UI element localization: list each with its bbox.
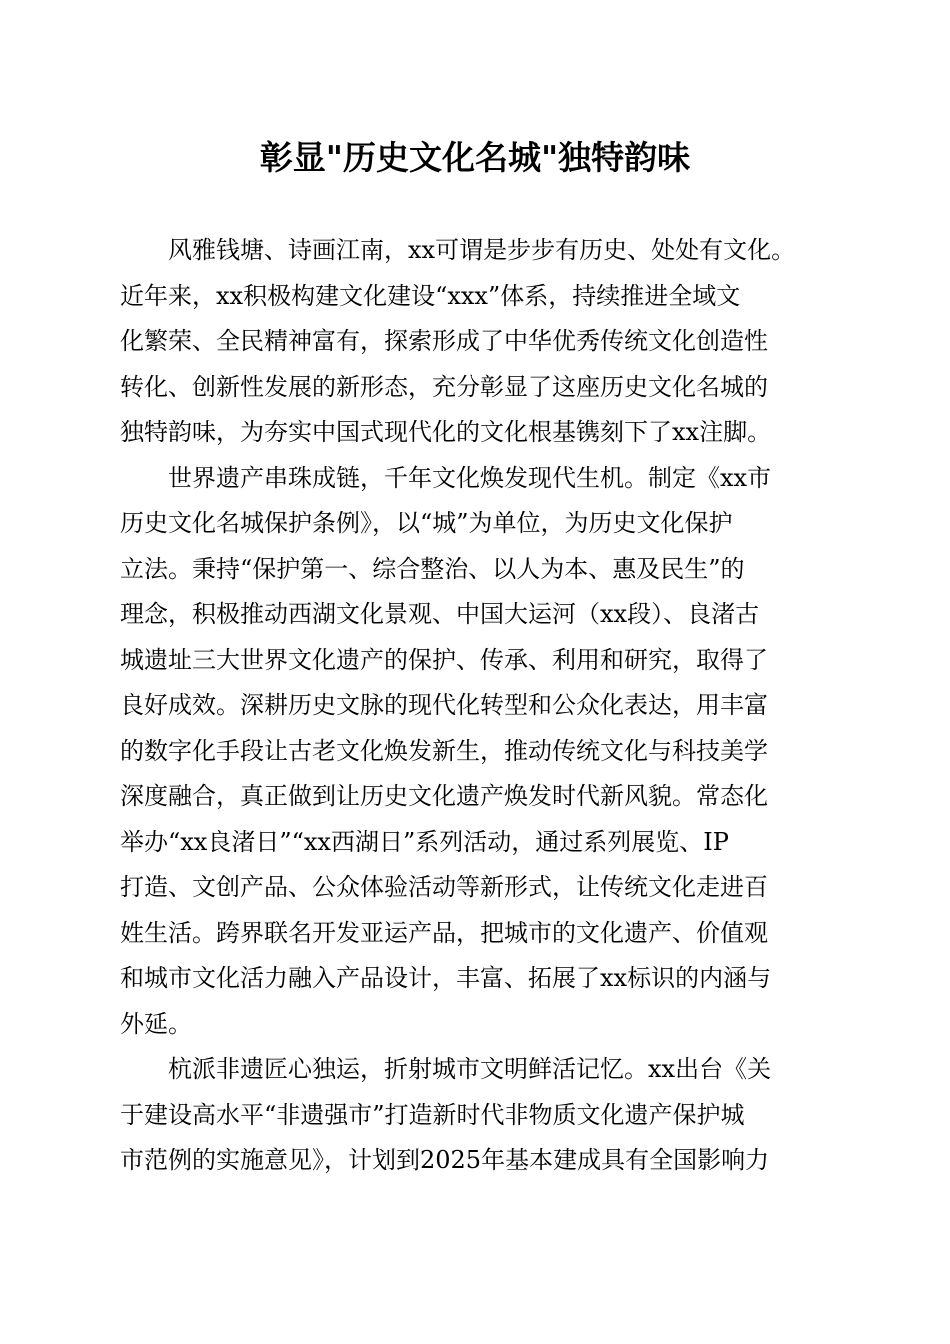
paragraph-line: 立法。秉持“保护第一、综合整治、以人为本、惠及民生”的 <box>120 554 745 583</box>
document-title: 彰显"历史文化名城"独特韵味 <box>259 138 691 177</box>
paragraph-line: 历史文化名城保护条例》，以“城”为单位，为历史文化保护 <box>120 509 733 537</box>
paragraph-line: 理念，积极推动西湖文化景观、中国大运河（xx段）、良渚古 <box>120 600 760 628</box>
paragraph-line: 风雅钱塘、诗画江南，xx可谓是步步有历史、处处有文化。 <box>168 236 796 264</box>
paragraph-line: 的数字化手段让古老文化焕发新生，推动传统文化与科技美学 <box>120 736 768 765</box>
paragraph-line: 近年来，xx积极构建文化建设“xxx”体系，持续推进全域文 <box>120 281 741 310</box>
paragraph-line: 姓生活。跨界联名开发亚运产品，把城市的文化遗产、价值观 <box>120 918 768 947</box>
paragraph-line: 化繁荣、全民精神富有，探索形成了中华优秀传统文化创造性 <box>120 327 768 355</box>
paragraph-line: 深度融合，真正做到让历史文化遗产焕发时代新风貌。常态化 <box>120 782 768 810</box>
paragraph-line: 打造、文创产品、公众体验活动等新形式，让传统文化走进百 <box>120 873 768 901</box>
document-body <box>120 228 830 1184</box>
paragraph-line: 于建设高水平“非遗强市”打造新时代非物质文化遗产保护城 <box>120 1100 745 1129</box>
paragraph-line: 举办“xx良渚日”“xx西湖日”系列活动，通过系列展览、IP <box>120 827 729 856</box>
paragraph-line: 独特韵味，为夯实中国式现代化的文化根基镌刻下了xx注脚。 <box>120 418 772 446</box>
paragraph-line: 市范例的实施意见》，计划到2025年基本建成具有全国影响力 <box>120 1146 770 1174</box>
paragraph-line: 杭派非遗匠心独运，折射城市文明鲜活记忆。xx出台《关 <box>168 1055 772 1083</box>
paragraph-line: 世界遗产串珠成链，千年文化焕发现代生机。制定《xx市 <box>168 463 772 492</box>
paragraph-line: 转化、创新性发展的新形态，充分彰显了这座历史文化名城的 <box>120 372 768 401</box>
paragraph-line: 和城市文化活力融入产品设计，丰富、拓展了xx标识的内涵与 <box>120 964 772 992</box>
paragraph-line: 外延。 <box>120 1009 192 1038</box>
paragraph-line: 城遗址三大世界文化遗产的保护、传承、利用和研究，取得了 <box>120 645 768 674</box>
paragraph-line: 良好成效。深耕历史文脉的现代化转型和公众化表达，用丰富 <box>120 691 768 719</box>
